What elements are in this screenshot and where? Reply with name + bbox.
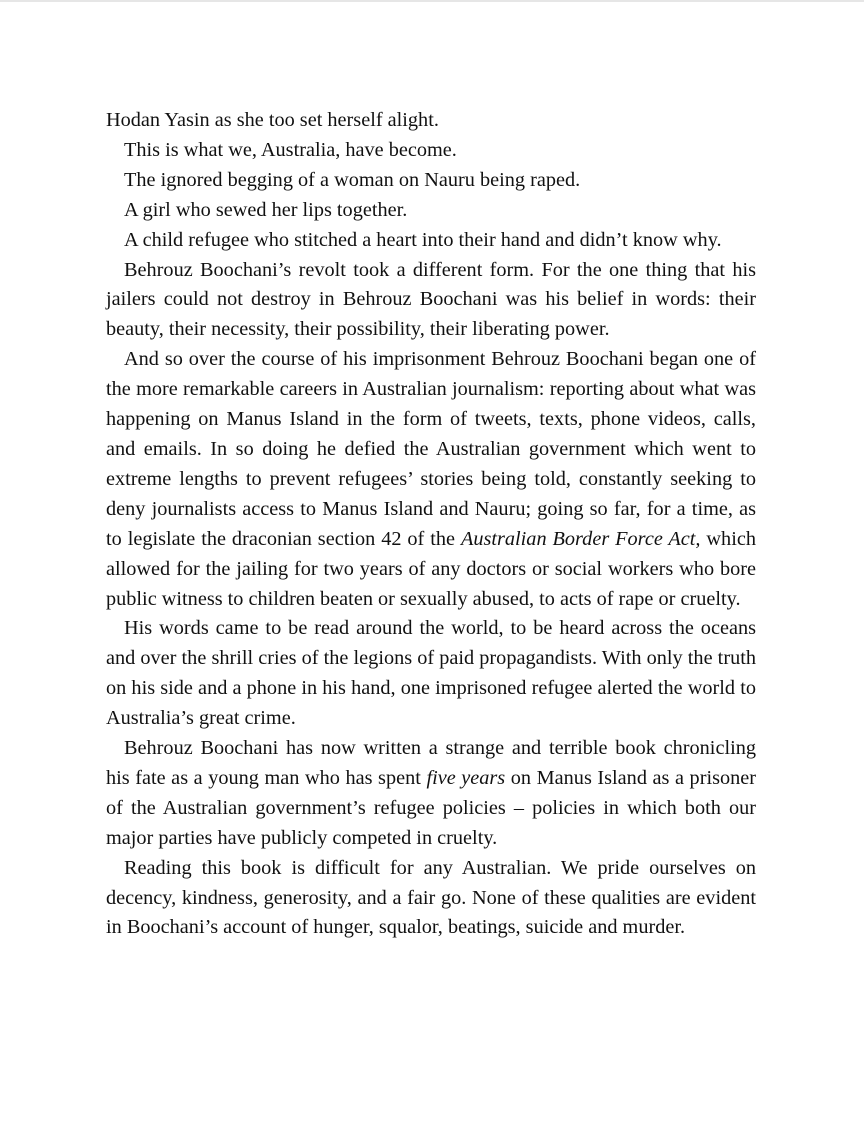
- paragraph-text: And so over the course of his imprisonment Behrouz Boochani began one of the more remarkable careers in Australian journalism: reporting about what was happening on Manus Island in the form of tweets, texts, phone videos, calls, and emails. In so doing he defied the Australian government which went to extreme lengths to prevent refugees’ stories being told, constantly seeking to deny journalists access to Manus Island and Nauru; going so far, for a time, as to legislate the draconian section 42 of the: [106, 348, 756, 550]
- paragraph: [106, 345, 756, 614]
- paragraph-text: Behrouz Boochani has now written a strange and terrible book chronicling his fate as a young man who has spent: [106, 737, 756, 789]
- paragraph: His words came to be read around the world, to be heard across the oceans and over the shrill cries of the legions of paid propagandists. With only the truth on his side and a phone in his hand, one imprisoned refugee alerted the world to Australia’s great crime.: [106, 617, 756, 730]
- body-text: [106, 106, 756, 943]
- act-title: Australian Border Force Act,: [460, 527, 701, 550]
- emphasis: five years: [426, 766, 506, 789]
- paragraph: A girl who sewed her lips together.: [124, 198, 408, 221]
- paragraph: This is what we, Australia, have become.: [124, 138, 457, 161]
- paragraph-text: which allowed for the jailing for two years of any doctors or social workers who bore public witness to children beaten or sexually abused, to acts of rape or cruelty.: [106, 527, 756, 610]
- paragraph-text: on Manus Island as a prisoner of the Australian government’s refugee policies – policies in which both our major parties have publicly competed in cruelty.: [106, 766, 757, 849]
- paragraph-continuation: Hodan Yasin as she too set herself alight.: [106, 109, 439, 131]
- paragraph: Behrouz Boochani’s revolt took a different form. For the one thing that his jailers could not destroy in Behrouz Boochani was his belief in words: their beauty, their necessity, their possibility, their liberating power.: [106, 258, 756, 341]
- paragraph: [106, 734, 756, 854]
- paragraph: Reading this book is difficult for any Australian. We pride ourselves on decency, kindness, generosity, and a fair go. None of these qualities are evident in Boochani’s account of hunger, squalor, beatings, suicide and murder.: [106, 856, 756, 939]
- paragraph: The ignored begging of a woman on Nauru being raped.: [124, 168, 581, 191]
- paragraph: A child refugee who stitched a heart into their hand and didn’t know why.: [124, 228, 722, 251]
